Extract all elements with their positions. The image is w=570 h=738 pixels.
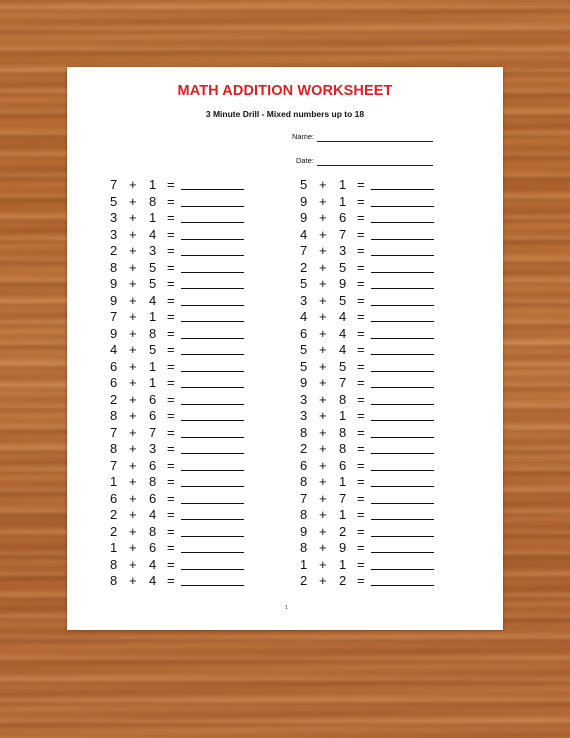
- answer-line[interactable]: [371, 519, 434, 520]
- plus-sign: +: [319, 193, 327, 209]
- answer-line[interactable]: [371, 503, 434, 504]
- answer-line[interactable]: [371, 239, 434, 240]
- equals-sign: =: [167, 424, 175, 440]
- plus-sign: +: [319, 292, 327, 308]
- plus-sign: +: [129, 523, 137, 539]
- plus-sign: +: [129, 490, 137, 506]
- addend-1: 2: [110, 243, 118, 258]
- plus-sign: +: [319, 391, 327, 407]
- equals-sign: =: [357, 210, 365, 225]
- answer-line[interactable]: [371, 404, 434, 405]
- addend-2: 8: [149, 474, 157, 489]
- addend-1: 9: [110, 276, 118, 291]
- addend-2: 8: [339, 424, 347, 440]
- answer-line[interactable]: [181, 321, 244, 322]
- addend-1: 8: [110, 408, 118, 423]
- addend-1: 4: [110, 342, 118, 357]
- plus-sign: +: [319, 375, 327, 390]
- addend-1: 9: [110, 292, 118, 308]
- equals-sign: =: [357, 441, 365, 456]
- answer-line[interactable]: [371, 470, 434, 471]
- answer-line[interactable]: [371, 338, 434, 339]
- answer-line[interactable]: [181, 371, 244, 372]
- addend-1: 2: [300, 573, 308, 588]
- addend-2: 7: [339, 375, 347, 390]
- equals-sign: =: [167, 507, 175, 522]
- plus-sign: +: [319, 457, 327, 473]
- addend-2: 6: [149, 540, 157, 555]
- plus-sign: +: [129, 391, 137, 407]
- date-label: Date:: [296, 156, 314, 165]
- addend-2: 5: [149, 276, 157, 291]
- equals-sign: =: [357, 523, 365, 539]
- equals-sign: =: [357, 408, 365, 423]
- equals-sign: =: [357, 391, 365, 407]
- answer-line[interactable]: [371, 189, 434, 190]
- plus-sign: +: [319, 523, 327, 539]
- plus-sign: +: [129, 375, 137, 390]
- addend-1: 5: [300, 276, 308, 291]
- addend-1: 6: [300, 457, 308, 473]
- addend-1: 6: [110, 375, 118, 390]
- answer-line[interactable]: [371, 569, 434, 570]
- equals-sign: =: [357, 259, 365, 275]
- plus-sign: +: [319, 342, 327, 357]
- addend-2: 6: [149, 490, 157, 506]
- addend-1: 8: [110, 573, 118, 588]
- plus-sign: +: [129, 325, 137, 341]
- equals-sign: =: [167, 490, 175, 506]
- addend-2: 1: [339, 474, 347, 489]
- equals-sign: =: [167, 309, 175, 324]
- equals-sign: =: [167, 210, 175, 225]
- equals-sign: =: [357, 474, 365, 489]
- addend-1: 7: [110, 177, 118, 192]
- addend-1: 3: [300, 408, 308, 423]
- addend-1: 2: [110, 507, 118, 522]
- plus-sign: +: [319, 210, 327, 225]
- plus-sign: +: [129, 573, 137, 588]
- answer-line[interactable]: [371, 255, 434, 256]
- plus-sign: +: [319, 424, 327, 440]
- addend-2: 9: [339, 276, 347, 291]
- equals-sign: =: [357, 358, 365, 374]
- equals-sign: =: [357, 193, 365, 209]
- answer-line[interactable]: [181, 305, 244, 306]
- equals-sign: =: [167, 243, 175, 258]
- addend-2: 8: [149, 193, 157, 209]
- answer-line[interactable]: [181, 272, 244, 273]
- answer-line[interactable]: [181, 437, 244, 438]
- addend-2: 7: [339, 226, 347, 242]
- addend-2: 4: [339, 342, 347, 357]
- equals-sign: =: [357, 309, 365, 324]
- addend-2: 6: [339, 457, 347, 473]
- plus-sign: +: [319, 556, 327, 572]
- addend-1: 1: [110, 474, 118, 489]
- addend-1: 2: [300, 441, 308, 456]
- addend-2: 8: [149, 523, 157, 539]
- plus-sign: +: [319, 540, 327, 555]
- answer-line[interactable]: [181, 255, 244, 256]
- plus-sign: +: [319, 309, 327, 324]
- plus-sign: +: [129, 177, 137, 192]
- addend-2: 1: [339, 556, 347, 572]
- addend-1: 8: [300, 540, 308, 555]
- addend-2: 3: [149, 441, 157, 456]
- equals-sign: =: [167, 358, 175, 374]
- addend-2: 5: [339, 259, 347, 275]
- answer-line[interactable]: [371, 437, 434, 438]
- plus-sign: +: [129, 358, 137, 374]
- addend-2: 1: [149, 309, 157, 324]
- name-label: Name:: [292, 132, 315, 141]
- addend-2: 5: [149, 259, 157, 275]
- equals-sign: =: [357, 507, 365, 522]
- plus-sign: +: [129, 226, 137, 242]
- addend-2: 4: [339, 309, 347, 324]
- answer-line[interactable]: [181, 519, 244, 520]
- date-field[interactable]: [296, 156, 314, 165]
- addend-2: 1: [339, 507, 347, 522]
- addend-1: 4: [300, 309, 308, 324]
- plus-sign: +: [129, 408, 137, 423]
- plus-sign: +: [129, 292, 137, 308]
- equals-sign: =: [357, 325, 365, 341]
- equals-sign: =: [357, 177, 365, 192]
- plus-sign: +: [319, 408, 327, 423]
- addend-1: 8: [300, 474, 308, 489]
- addend-1: 8: [300, 507, 308, 522]
- addend-2: 1: [339, 408, 347, 423]
- plus-sign: +: [319, 573, 327, 588]
- addend-2: 8: [149, 325, 157, 341]
- addend-1: 9: [300, 193, 308, 209]
- equals-sign: =: [357, 556, 365, 572]
- addend-1: 7: [300, 490, 308, 506]
- equals-sign: =: [357, 573, 365, 588]
- answer-line[interactable]: [371, 536, 434, 537]
- addend-1: 9: [110, 325, 118, 341]
- answer-line[interactable]: [181, 387, 244, 388]
- answer-line[interactable]: [181, 189, 244, 190]
- equals-sign: =: [167, 226, 175, 242]
- addend-2: 1: [149, 375, 157, 390]
- plus-sign: +: [319, 325, 327, 341]
- addend-1: 2: [300, 259, 308, 275]
- addend-2: 4: [149, 556, 157, 572]
- addend-2: 4: [149, 573, 157, 588]
- answer-line[interactable]: [371, 272, 434, 273]
- answer-line[interactable]: [371, 420, 434, 421]
- answer-line[interactable]: [181, 585, 244, 586]
- answer-line[interactable]: [371, 321, 434, 322]
- answer-line[interactable]: [371, 354, 434, 355]
- answer-line[interactable]: [181, 404, 244, 405]
- addend-1: 5: [300, 358, 308, 374]
- addend-2: 3: [339, 243, 347, 258]
- addend-1: 6: [110, 490, 118, 506]
- plus-sign: +: [129, 210, 137, 225]
- answer-line[interactable]: [371, 486, 434, 487]
- plus-sign: +: [319, 226, 327, 242]
- addend-2: 2: [339, 573, 347, 588]
- plus-sign: +: [129, 243, 137, 258]
- answer-line[interactable]: [181, 222, 244, 223]
- equals-sign: =: [167, 177, 175, 192]
- answer-line[interactable]: [371, 453, 434, 454]
- addend-2: 1: [149, 210, 157, 225]
- addend-2: 7: [149, 424, 157, 440]
- equals-sign: =: [167, 408, 175, 423]
- answer-line[interactable]: [181, 470, 244, 471]
- addend-2: 4: [149, 292, 157, 308]
- addend-2: 3: [149, 243, 157, 258]
- plus-sign: +: [319, 441, 327, 456]
- equals-sign: =: [167, 457, 175, 473]
- addend-2: 9: [339, 540, 347, 555]
- worksheet-subtitle: 3 Minute Drill - Mixed numbers up to 18: [205, 109, 365, 119]
- addend-1: 2: [110, 391, 118, 407]
- answer-line[interactable]: [371, 371, 434, 372]
- answer-line[interactable]: [181, 552, 244, 553]
- addend-2: 4: [149, 226, 157, 242]
- equals-sign: =: [167, 325, 175, 341]
- equals-sign: =: [357, 292, 365, 308]
- name-line[interactable]: [317, 141, 433, 142]
- equals-sign: =: [357, 540, 365, 555]
- equals-sign: =: [357, 243, 365, 258]
- addend-1: 9: [300, 375, 308, 390]
- answer-line[interactable]: [181, 536, 244, 537]
- addend-1: 9: [300, 210, 308, 225]
- answer-line[interactable]: [181, 503, 244, 504]
- addend-2: 5: [339, 358, 347, 374]
- plus-sign: +: [319, 276, 327, 291]
- plus-sign: +: [129, 309, 137, 324]
- equals-sign: =: [167, 391, 175, 407]
- addend-2: 8: [339, 391, 347, 407]
- answer-line[interactable]: [181, 486, 244, 487]
- page-number: 1: [285, 605, 288, 611]
- addend-1: 5: [300, 342, 308, 357]
- answer-line[interactable]: [181, 206, 244, 207]
- addend-1: 2: [110, 523, 118, 539]
- addend-1: 6: [300, 325, 308, 341]
- addend-1: 1: [300, 556, 308, 572]
- addend-2: 7: [339, 490, 347, 506]
- answer-line[interactable]: [181, 420, 244, 421]
- answer-line[interactable]: [371, 288, 434, 289]
- plus-sign: +: [319, 259, 327, 275]
- addend-2: 5: [339, 292, 347, 308]
- answer-line[interactable]: [371, 305, 434, 306]
- addend-1: 8: [110, 441, 118, 456]
- addend-2: 2: [339, 523, 347, 539]
- answer-line[interactable]: [181, 338, 244, 339]
- plus-sign: +: [129, 276, 137, 291]
- addend-2: 6: [339, 210, 347, 225]
- addend-2: 4: [149, 507, 157, 522]
- plus-sign: +: [319, 474, 327, 489]
- equals-sign: =: [167, 276, 175, 291]
- answer-line[interactable]: [371, 222, 434, 223]
- plus-sign: +: [129, 540, 137, 555]
- equals-sign: =: [167, 259, 175, 275]
- plus-sign: +: [129, 193, 137, 209]
- plus-sign: +: [129, 342, 137, 357]
- equals-sign: =: [357, 424, 365, 440]
- plus-sign: +: [129, 424, 137, 440]
- equals-sign: =: [167, 292, 175, 308]
- addend-1: 8: [110, 556, 118, 572]
- equals-sign: =: [167, 375, 175, 390]
- addend-1: 8: [300, 424, 308, 440]
- addend-2: 1: [149, 177, 157, 192]
- plus-sign: +: [319, 490, 327, 506]
- plus-sign: +: [129, 507, 137, 522]
- addend-2: 4: [339, 325, 347, 341]
- answer-line[interactable]: [181, 569, 244, 570]
- addend-1: 5: [110, 193, 118, 209]
- addend-2: 6: [149, 457, 157, 473]
- addend-1: 9: [300, 523, 308, 539]
- equals-sign: =: [167, 540, 175, 555]
- addend-1: 6: [110, 358, 118, 374]
- addend-1: 3: [300, 292, 308, 308]
- addend-1: 5: [300, 177, 308, 192]
- plus-sign: +: [129, 556, 137, 572]
- addend-2: 1: [339, 177, 347, 192]
- date-line[interactable]: [317, 165, 433, 166]
- addend-2: 1: [339, 193, 347, 209]
- plus-sign: +: [319, 507, 327, 522]
- plus-sign: +: [129, 441, 137, 456]
- answer-line[interactable]: [181, 239, 244, 240]
- equals-sign: =: [167, 523, 175, 539]
- plus-sign: +: [319, 358, 327, 374]
- addend-1: 7: [110, 424, 118, 440]
- equals-sign: =: [167, 573, 175, 588]
- plus-sign: +: [129, 474, 137, 489]
- addend-1: 7: [110, 457, 118, 473]
- addend-2: 1: [149, 358, 157, 374]
- addend-1: 3: [110, 210, 118, 225]
- answer-line[interactable]: [181, 453, 244, 454]
- addend-1: 4: [300, 226, 308, 242]
- addend-2: 6: [149, 391, 157, 407]
- answer-line[interactable]: [371, 387, 434, 388]
- equals-sign: =: [357, 457, 365, 473]
- plus-sign: +: [319, 177, 327, 192]
- equals-sign: =: [167, 556, 175, 572]
- equals-sign: =: [357, 342, 365, 357]
- answer-line[interactable]: [181, 288, 244, 289]
- addend-1: 1: [110, 540, 118, 555]
- equals-sign: =: [167, 474, 175, 489]
- answer-line[interactable]: [181, 354, 244, 355]
- answer-line[interactable]: [371, 552, 434, 553]
- addend-1: 7: [110, 309, 118, 324]
- plus-sign: +: [129, 457, 137, 473]
- answer-line[interactable]: [371, 206, 434, 207]
- worksheet-page: [67, 67, 503, 630]
- equals-sign: =: [167, 193, 175, 209]
- addend-2: 6: [149, 408, 157, 423]
- equals-sign: =: [357, 276, 365, 291]
- addend-1: 7: [300, 243, 308, 258]
- equals-sign: =: [167, 342, 175, 357]
- equals-sign: =: [357, 375, 365, 390]
- addend-2: 8: [339, 441, 347, 456]
- addend-2: 5: [149, 342, 157, 357]
- equals-sign: =: [357, 490, 365, 506]
- worksheet-title: MATH ADDITION WORKSHEET: [177, 83, 393, 99]
- equals-sign: =: [357, 226, 365, 242]
- addend-1: 3: [300, 391, 308, 407]
- addend-1: 3: [110, 226, 118, 242]
- equals-sign: =: [167, 441, 175, 456]
- addend-1: 8: [110, 259, 118, 275]
- name-field[interactable]: [292, 132, 314, 141]
- plus-sign: +: [319, 243, 327, 258]
- plus-sign: +: [129, 259, 137, 275]
- answer-line[interactable]: [371, 585, 434, 586]
